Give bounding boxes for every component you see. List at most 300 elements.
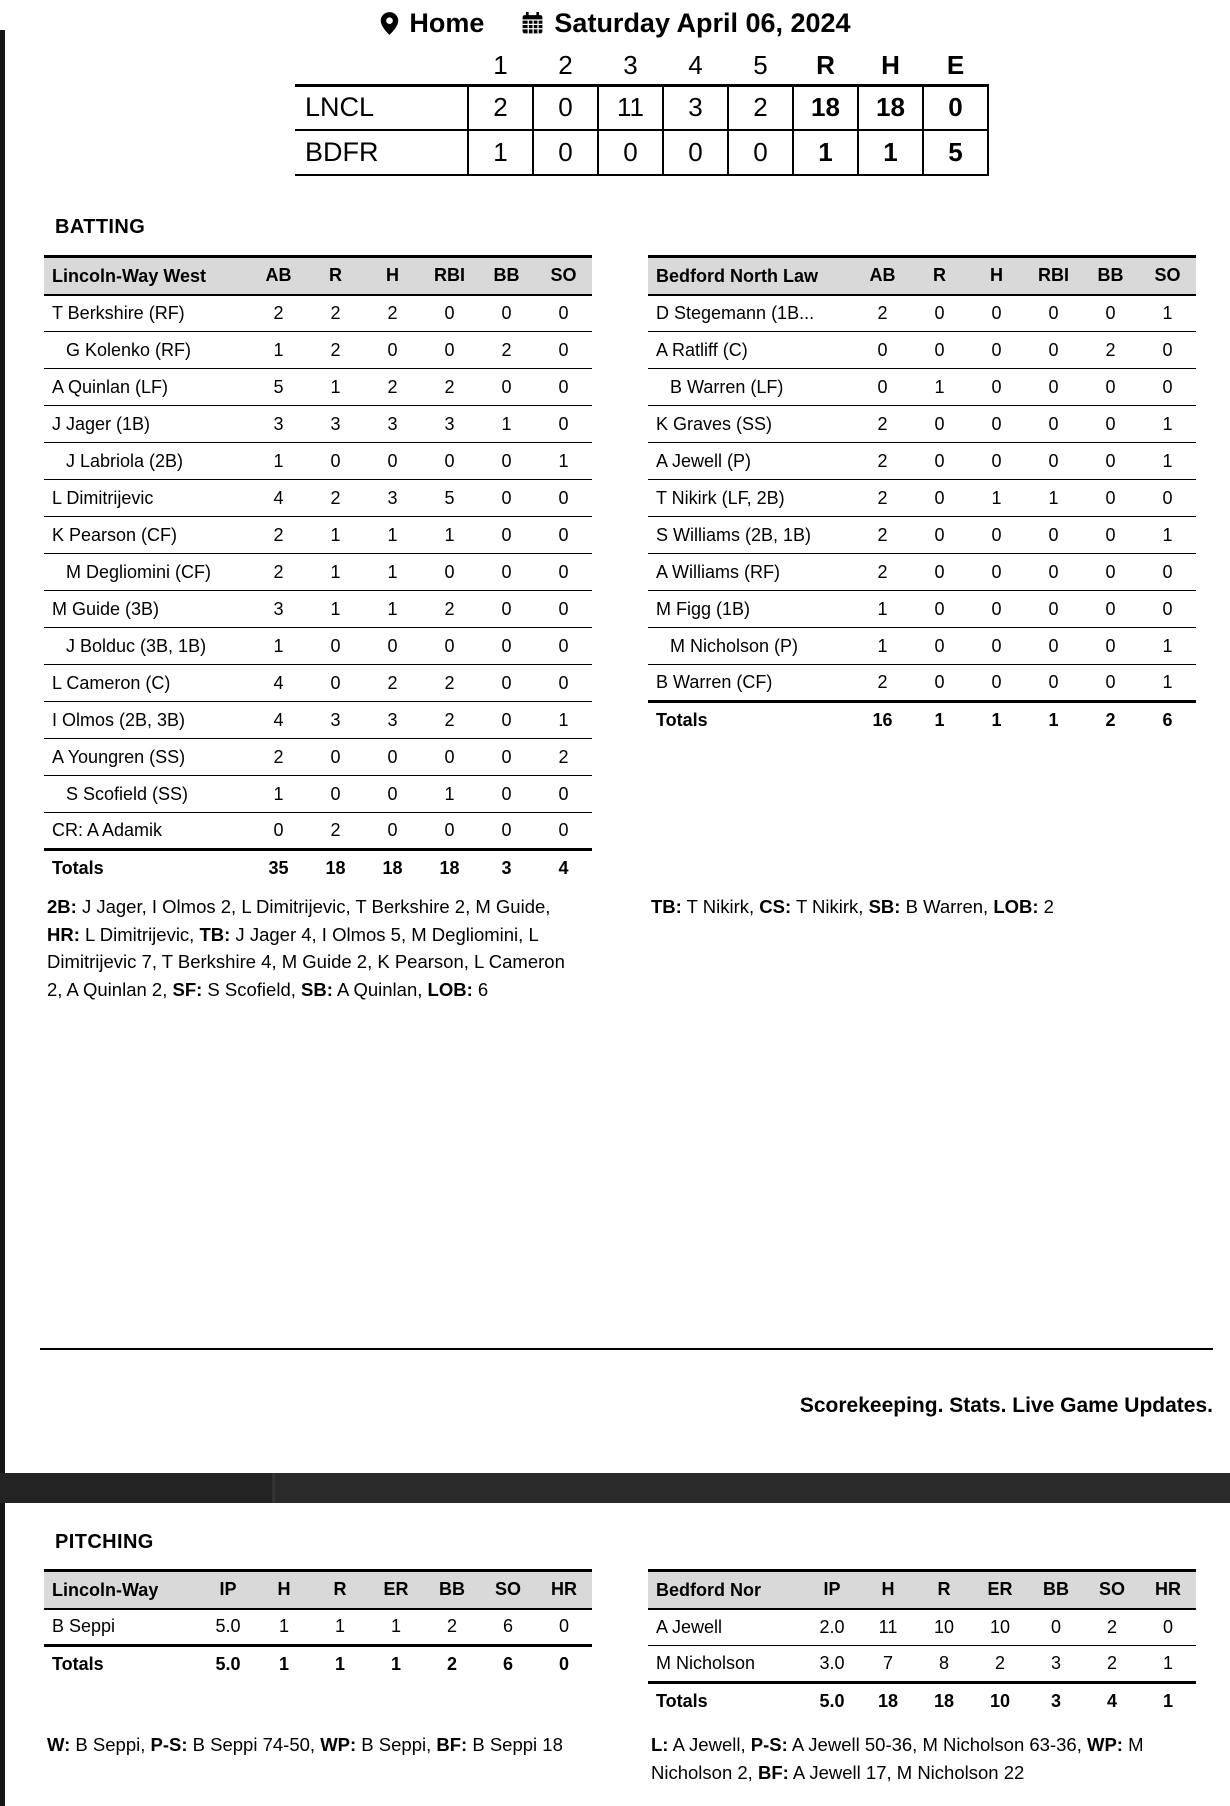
player-row [44,665,592,702]
dark-divider-band [0,1473,1230,1503]
inning-score-cell: 3 [663,85,728,130]
inning-column-header: 4 [688,50,703,81]
line-score-table [295,48,989,176]
stat-cell: 3 [364,480,421,517]
stat-cell: 2 [854,665,911,702]
stat-cell: 2 [1084,1646,1140,1683]
stat-cell: 2 [854,517,911,554]
date-label: Saturday April 06, 2024 [554,8,851,38]
stat-column-header: SO [1084,1571,1140,1609]
stat-table-header [648,1571,1196,1609]
player-name-cell: L Cameron (C) [44,665,250,702]
stat-cell: 0 [536,1609,592,1646]
stat-header-row [44,1571,592,1609]
team-header-cell [44,257,250,295]
stat-cell: 0 [854,369,911,406]
stat-cell: 0 [535,480,592,517]
player-row [648,480,1196,517]
inning-column-header: 1 [493,50,508,81]
player-name-cell: J Jager (1B) [44,406,250,443]
stat-cell: 4 [250,702,307,739]
totals-stat-cell: 35 [250,850,307,887]
stat-cell: 2 [421,702,478,739]
stat-cell: 1 [1139,517,1196,554]
stat-cell: 0 [307,628,364,665]
stat-cell: 3.0 [804,1646,860,1683]
totals-row [44,850,592,887]
stat-cell: 0 [1025,369,1082,406]
stat-cell: 1 [250,332,307,369]
stat-column-header: H [256,1571,312,1609]
inning-column-header: E [946,50,965,81]
errors-cell: 0 [923,85,988,130]
stat-cell: 10 [972,1609,1028,1646]
stat-cell: 0 [1082,406,1139,443]
totals-stat-cell: 5.0 [804,1683,860,1720]
stat-cell: 1 [1139,628,1196,665]
stat-cell: 1 [368,1609,424,1646]
stat-cell: 2 [250,739,307,776]
stat-table-body [44,295,592,887]
stat-cell: 0 [968,665,1025,702]
stat-cell: 0 [1082,591,1139,628]
stat-column-header: R [916,1571,972,1609]
stat-cell: 0 [478,813,535,850]
stat-cell: 1 [364,591,421,628]
note-label: P-S: [750,1734,788,1755]
stat-cell: 1 [364,517,421,554]
stat-cell: 0 [1139,369,1196,406]
stat-cell: 5 [421,480,478,517]
stat-column-header: R [911,257,968,295]
stat-cell: 0 [1082,628,1139,665]
stat-cell: 1 [535,443,592,480]
stat-cell: 0 [478,739,535,776]
player-name-cell: A Jewell [648,1609,804,1646]
stat-cell: 0 [535,332,592,369]
player-row [44,443,592,480]
note-label: LOB: [427,978,473,1000]
stat-cell: 1 [250,776,307,813]
stat-cell: 0 [535,776,592,813]
pitching-table-away [44,1569,592,1683]
player-row [648,554,1196,591]
stat-cell: 0 [968,443,1025,480]
player-name-cell: B Warren (CF) [648,665,854,702]
inning-score-cell: 1 [468,130,533,175]
team-header: Lincoln-Way [52,1579,159,1600]
stat-cell: 0 [535,628,592,665]
pitching-notes-home: L: A Jewell, P-S: A Jewell 50-36, M Nicholson 63-36, WP: M Nicholson 2, BF: A Jewell 17, M Nicholson 22 [651,1734,1144,1783]
team-header-cell [44,1571,200,1609]
player-row [44,406,592,443]
stat-cell: 0 [364,332,421,369]
stat-cell: 0 [1028,1609,1084,1646]
stat-cell: 2 [421,369,478,406]
player-row [648,628,1196,665]
stat-cell: 1 [911,369,968,406]
stat-cell: 1 [1139,443,1196,480]
player-name-cell: M Degliomini (CF) [44,554,250,591]
stat-cell: 0 [911,554,968,591]
inning-column-header: H [881,50,900,81]
stat-cell: 0 [968,628,1025,665]
totals-stat-cell: 6 [1139,702,1196,739]
stat-cell: 0 [1025,295,1082,332]
player-name-cell: CR: A Adamik [44,813,250,850]
stat-cell: 3 [307,406,364,443]
inning-column-header: 2 [558,50,573,81]
stat-cell: 0 [478,665,535,702]
stat-table [648,255,1196,739]
totals-stat-cell: 1 [256,1646,312,1683]
player-row [648,591,1196,628]
stat-cell: 2 [421,591,478,628]
stat-cell: 1 [364,554,421,591]
stat-column-header: HR [1140,1571,1196,1609]
stat-cell: 0 [968,369,1025,406]
player-name-cell: M Figg (1B) [648,591,854,628]
note-label: TB: [199,923,231,945]
stat-column-header: R [307,257,364,295]
stat-cell: 0 [1139,332,1196,369]
game-date [520,8,850,39]
batting-notes-away: 2B: J Jager, I Olmos 2, L Dimitrijevic, T Berkshire 2, M Guide, HR: L Dimitrijevic, TB: J Jager 4, I Olmos 5, M Degliomini, L Dimitrijevic 7, T Berkshire 4, M Guide 2, K Pearson, L Cameron 2, A Quinlan 2, SF: S Scofield, SB: A Quinlan, LOB: 6 [47,896,565,1000]
hits-cell: 1 [858,130,923,175]
player-name-cell: J Labriola (2B) [44,443,250,480]
runs-cell: 18 [793,85,858,130]
totals-stat-cell: 1 [911,702,968,739]
stat-cell: 1 [1139,295,1196,332]
totals-stat-cell: 16 [854,702,911,739]
note-label: CS: [759,896,792,917]
player-row [648,295,1196,332]
team-header-cell [648,1571,804,1609]
inning-column-header: 5 [753,50,768,81]
team-abbrev-cell: LNCL [295,85,468,130]
stat-cell: 1 [250,443,307,480]
stat-cell: 2 [250,554,307,591]
player-name-cell: T Nikirk (LF, 2B) [648,480,854,517]
stat-cell: 0 [854,332,911,369]
player-row [44,1609,592,1646]
totals-stat-cell: 1 [968,702,1025,739]
note-label: SB: [868,896,901,917]
player-name-cell: I Olmos (2B, 3B) [44,702,250,739]
player-row [44,369,592,406]
stat-cell: 0 [535,665,592,702]
line-score-row [295,85,988,130]
stat-cell: 2 [364,369,421,406]
stat-cell: 0 [478,369,535,406]
stat-column-header: SO [480,1571,536,1609]
stat-column-header: RBI [1025,257,1082,295]
note-label: LOB: [993,896,1039,917]
stat-cell: 0 [1082,554,1139,591]
stat-cell: 2 [854,406,911,443]
location-label: Home [409,8,485,38]
totals-stat-cell: 2 [424,1646,480,1683]
stat-cell: 1 [256,1609,312,1646]
stat-column-header: IP [804,1571,860,1609]
totals-stat-cell: 3 [478,850,535,887]
stat-cell: 3 [307,702,364,739]
stat-cell: 11 [860,1609,916,1646]
left-edge-bar [0,30,5,1806]
stat-cell: 0 [250,813,307,850]
stat-cell: 0 [911,443,968,480]
stat-cell: 2 [250,295,307,332]
stat-cell: 0 [421,739,478,776]
player-row [44,702,592,739]
player-name-cell: G Kolenko (RF) [44,332,250,369]
stat-cell: 0 [421,813,478,850]
divider-line [40,1348,1213,1350]
stat-cell: 1 [307,591,364,628]
stat-cell: 0 [535,406,592,443]
stat-cell: 1 [854,591,911,628]
stat-column-header: H [364,257,421,295]
stat-cell: 0 [911,591,968,628]
stat-column-header: BB [424,1571,480,1609]
stat-cell: 2 [364,665,421,702]
player-name-cell: A Quinlan (LF) [44,369,250,406]
player-row [44,480,592,517]
note-label: SF: [172,978,203,1000]
batting-notes-home: TB: T Nikirk, CS: T Nikirk, SB: B Warren, LOB: 2 [651,896,1054,917]
stat-cell: 0 [421,628,478,665]
batting-table-home [648,255,1196,739]
note-label: WP: [320,1734,357,1755]
stat-cell: 5 [250,369,307,406]
stat-cell: 0 [968,591,1025,628]
stat-cell: 3 [250,591,307,628]
stat-cell: 0 [478,628,535,665]
stat-cell: 0 [1140,1609,1196,1646]
stat-table-header [44,257,592,295]
player-name-cell: A Ratliff (C) [648,332,854,369]
player-name-cell: M Nicholson (P) [648,628,854,665]
player-name-cell: S Williams (2B, 1B) [648,517,854,554]
team-header: Bedford Nor [656,1579,761,1600]
player-row [648,1646,1196,1683]
errors-cell: 5 [923,130,988,175]
note-label: L: [651,1734,669,1755]
stat-column-header: HR [536,1571,592,1609]
stat-cell: 0 [364,628,421,665]
stat-cell: 2 [478,332,535,369]
inning-column-header: 3 [623,50,638,81]
stat-column-header: ER [368,1571,424,1609]
stat-column-header: SO [535,257,592,295]
totals-label-cell: Totals [648,702,854,739]
stat-cell: 0 [1025,665,1082,702]
stat-cell: 0 [307,739,364,776]
totals-stat-cell: 18 [421,850,478,887]
stat-column-header: RBI [421,257,478,295]
stat-header-row [44,257,592,295]
player-row [648,332,1196,369]
stat-cell: 2 [854,295,911,332]
stat-cell: 1 [854,628,911,665]
stat-table-body [648,1609,1196,1720]
player-row [44,628,592,665]
stat-cell: 0 [1025,517,1082,554]
game-location [379,8,484,39]
stat-cell: 2 [307,332,364,369]
stat-column-header: AB [250,257,307,295]
stat-cell: 0 [421,295,478,332]
player-row [648,1609,1196,1646]
totals-stat-cell: 1 [1025,702,1082,739]
inning-score-cell: 0 [663,130,728,175]
inning-score-cell: 11 [598,85,663,130]
stat-cell: 1 [1140,1646,1196,1683]
stat-cell: 0 [478,554,535,591]
inning-score-cell: 0 [533,130,598,175]
stat-cell: 0 [421,332,478,369]
totals-stat-cell: 5.0 [200,1646,256,1683]
stat-cell: 5.0 [200,1609,256,1646]
stat-cell: 0 [535,554,592,591]
stat-cell: 8 [916,1646,972,1683]
stat-cell: 2 [424,1609,480,1646]
stat-cell: 1 [1139,665,1196,702]
line-score-header-row [295,48,988,85]
totals-row [44,1646,592,1683]
stat-cell: 0 [535,517,592,554]
stat-cell: 0 [911,406,968,443]
stat-cell: 2.0 [804,1609,860,1646]
stat-cell: 2 [854,443,911,480]
runs-cell: 1 [793,130,858,175]
stat-cell: 7 [860,1646,916,1683]
player-name-cell: A Williams (RF) [648,554,854,591]
stat-cell: 3 [250,406,307,443]
stat-table [44,255,592,887]
note-label: P-S: [150,1734,188,1755]
stat-cell: 0 [968,554,1025,591]
stat-cell: 0 [968,332,1025,369]
player-row [44,517,592,554]
stat-cell: 4 [250,480,307,517]
stat-cell: 0 [1082,480,1139,517]
stat-cell: 1 [307,554,364,591]
stat-cell: 1 [535,702,592,739]
player-name-cell: M Guide (3B) [44,591,250,628]
totals-stat-cell: 2 [1082,702,1139,739]
stat-column-header: BB [478,257,535,295]
totals-label-cell: Totals [648,1683,804,1720]
totals-stat-cell: 10 [972,1683,1028,1720]
stat-cell: 1 [421,776,478,813]
player-name-cell: D Stegemann (1B... [648,295,854,332]
inning-score-cell: 0 [728,130,793,175]
stat-cell: 0 [478,776,535,813]
player-row [648,517,1196,554]
stat-cell: 2 [307,295,364,332]
stat-cell: 0 [1025,332,1082,369]
note-label: TB: [651,896,682,917]
stat-cell: 0 [911,665,968,702]
stat-cell: 2 [854,554,911,591]
stat-cell: 0 [1139,480,1196,517]
note-label: BF: [436,1734,468,1755]
stat-cell: 0 [1139,554,1196,591]
stat-cell: 0 [1082,443,1139,480]
inning-score-cell: 0 [598,130,663,175]
game-meta [0,8,1230,39]
stat-cell: 1 [478,406,535,443]
inning-score-cell: 2 [728,85,793,130]
stat-cell: 0 [364,739,421,776]
stat-table [44,1569,592,1683]
stat-cell: 0 [1082,295,1139,332]
stat-cell: 1 [1025,480,1082,517]
stat-table-header [648,257,1196,295]
promo-text: Scorekeeping. Stats. Live Game Updates. [799,1394,1213,1417]
stat-cell: 4 [250,665,307,702]
stat-cell: 0 [421,554,478,591]
stat-cell: 0 [478,480,535,517]
stat-cell: 2 [854,480,911,517]
stat-column-header: BB [1082,257,1139,295]
player-name-cell: B Seppi [44,1609,200,1646]
stat-cell: 0 [364,443,421,480]
stat-cell: 1 [968,480,1025,517]
stat-cell: 2 [972,1646,1028,1683]
stat-cell: 0 [1025,628,1082,665]
totals-stat-cell: 3 [1028,1683,1084,1720]
player-row [44,776,592,813]
totals-stat-cell: 6 [480,1646,536,1683]
note-label: BF: [757,1761,789,1783]
stat-cell: 2 [307,480,364,517]
stat-cell: 3 [421,406,478,443]
stat-cell: 0 [478,517,535,554]
stat-column-header: R [312,1571,368,1609]
player-name-cell: K Graves (SS) [648,406,854,443]
stat-column-header: BB [1028,1571,1084,1609]
calendar-icon [520,11,545,36]
stat-cell: 1 [1139,406,1196,443]
team-column-header [295,48,468,85]
stat-cell: 0 [1025,443,1082,480]
stat-cell: 0 [1025,554,1082,591]
stat-cell: 0 [478,295,535,332]
stat-column-header: AB [854,257,911,295]
stat-column-header: H [968,257,1025,295]
batting-table-away [44,255,592,887]
totals-label-cell: Totals [44,850,250,887]
stat-cell: 0 [911,517,968,554]
stat-cell: 0 [1082,665,1139,702]
totals-label-cell: Totals [44,1646,200,1683]
stat-cell: 0 [1139,591,1196,628]
totals-stat-cell: 0 [536,1646,592,1683]
stat-header-row [648,1571,1196,1609]
stat-cell: 0 [307,443,364,480]
stat-cell: 0 [1082,517,1139,554]
hits-cell: 18 [858,85,923,130]
stat-cell: 6 [480,1609,536,1646]
stat-cell: 3 [364,406,421,443]
stat-cell: 0 [364,813,421,850]
stat-cell: 2 [421,665,478,702]
stat-cell: 0 [535,591,592,628]
totals-stat-cell: 18 [860,1683,916,1720]
player-name-cell: B Warren (LF) [648,369,854,406]
